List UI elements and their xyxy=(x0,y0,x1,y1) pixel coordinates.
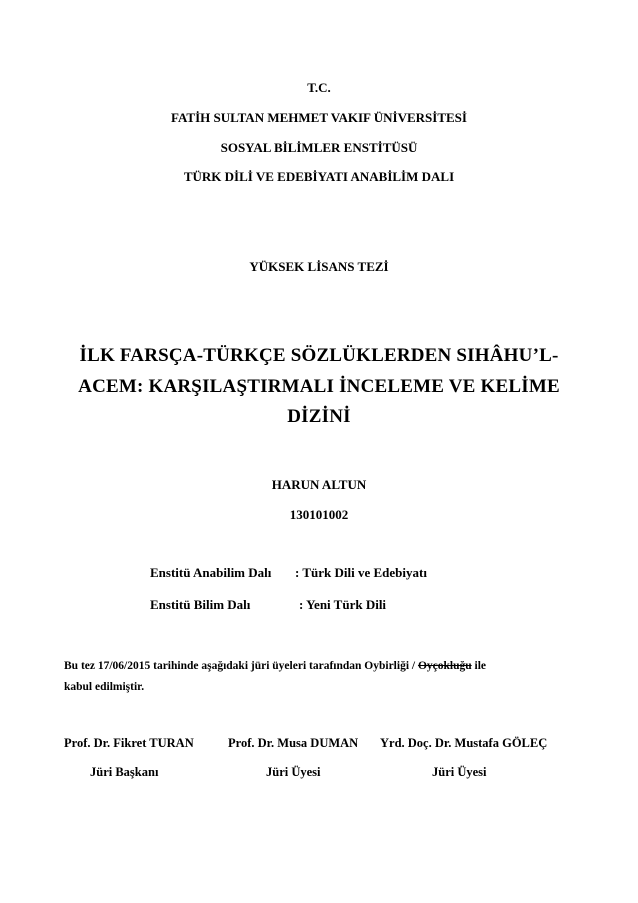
jury-member-1-role: Jüri Üyesi xyxy=(266,765,321,779)
country-abbrev: T.C. xyxy=(307,80,331,95)
field-label: Enstitü Bilim Dalı xyxy=(150,597,251,612)
department-name: TÜRK DİLİ VE EDEBİYATI ANABİLİM DALI xyxy=(183,169,455,184)
university-name: FATİH SULTAN MEHMET VAKIF ÜNİVERSİTESİ xyxy=(171,110,467,125)
approval-text-end: ile xyxy=(471,660,487,672)
approval-struck-word: Oyçokluğu xyxy=(417,660,472,672)
field-value: : Yeni Türk Dili xyxy=(299,597,387,612)
jury-member-2-name: Yrd. Doç. Dr. Mustafa GÖLEÇ xyxy=(380,736,548,750)
jury-member-2-role: Jüri Üyesi xyxy=(432,765,487,779)
degree-type: YÜKSEK LİSANS TEZİ xyxy=(249,259,389,274)
thesis-title-line-1: İLK FARSÇA-TÜRKÇE SÖZLÜKLERDEN SIHÂHU’L- xyxy=(79,345,559,366)
jury-member-1-name: Prof. Dr. Musa DUMAN xyxy=(228,736,359,750)
institute-name: SOSYAL BİLİMLER ENSTİTÜSÜ xyxy=(220,140,418,155)
approval-statement-line-2: kabul edilmiştir. xyxy=(64,681,145,693)
department-label: Enstitü Anabilim Dalı xyxy=(150,565,272,580)
thesis-title-line-2: ACEM: KARŞILAŞTIRMALI İNCELEME VE KELİME xyxy=(78,376,560,397)
student-id: 130101002 xyxy=(289,507,349,522)
jury-chair-role: Jüri Başkanı xyxy=(90,765,159,779)
approval-statement xyxy=(64,660,486,672)
author-name: HARUN ALTUN xyxy=(271,477,367,492)
thesis-title-line-3: DİZİNİ xyxy=(287,406,351,427)
jury-chair-name: Prof. Dr. Fikret TURAN xyxy=(64,736,194,750)
department-value: : Türk Dili ve Edebiyatı xyxy=(295,565,427,580)
approval-text: Bu tez 17/06/2015 tarihinde aşağıdaki jüri üyeleri tarafından Oybirliği / xyxy=(64,660,418,672)
